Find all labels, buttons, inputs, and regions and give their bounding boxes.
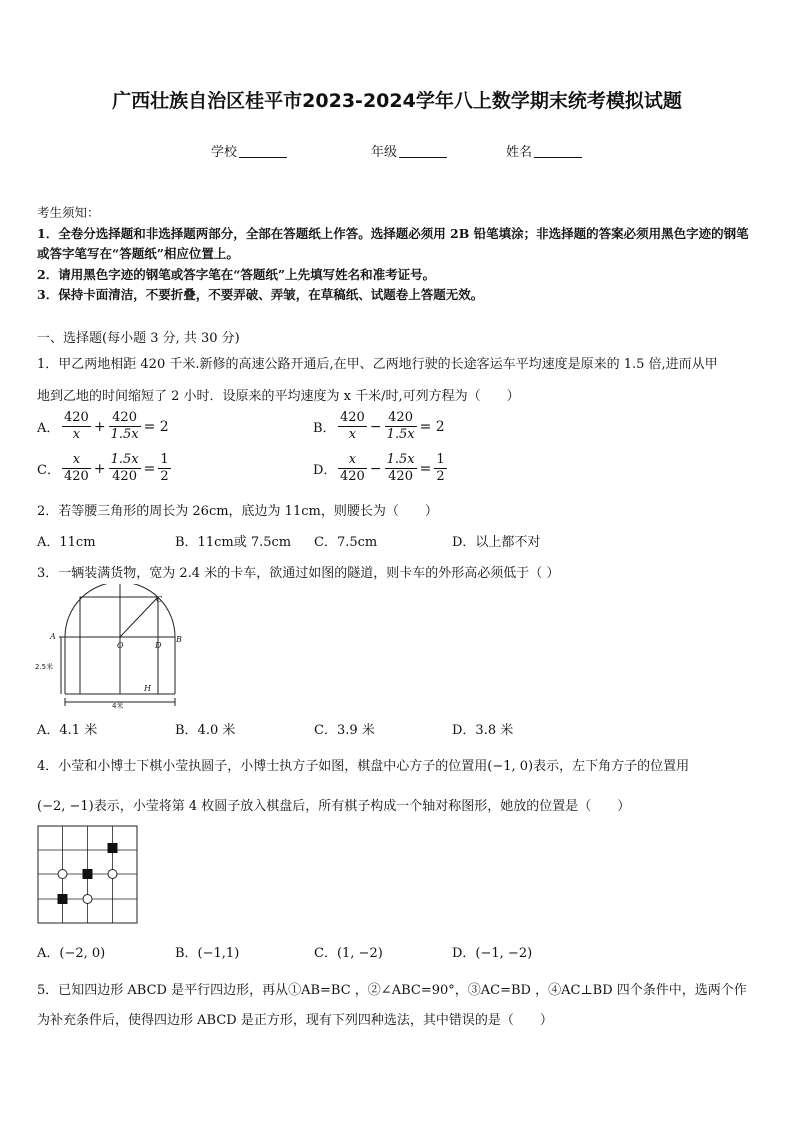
note-item: 1．全卷分选择题和非选择题两部分，全部在答题纸上作答。选择题必须用 2B 铅笔填涂；非选择题的答案必须用黑色字迹的钢笔或答字笔写在“答题纸”相应位置上。 <box>37 225 749 261</box>
chessboard-figure <box>37 825 139 925</box>
label-height: 2.5米 <box>35 663 54 671</box>
q3-text: 3．一辆装满货物，宽为 2.4 米的卡车，欲通过如图的隧道，则卡车的外形高必须低于（ ） <box>37 566 560 581</box>
label-h: H <box>144 684 151 693</box>
q4-option-c[interactable]: C．(1, −2) <box>314 946 383 961</box>
grade-field: 年级 <box>371 141 447 160</box>
label-a: A <box>50 632 56 641</box>
q3-option-d[interactable]: D．3.8 米 <box>452 723 514 738</box>
q1-option-a[interactable]: A． $\frac{420}{x}$ + $\frac{420}{1.5x}$ = 2 <box>37 410 169 442</box>
section-heading: 一、选择题(每小题 3 分, 共 30 分) <box>37 331 240 346</box>
q1-line2: 地到乙地的时间缩短了 2 小时．设原来的平均速度为 x 千米/时,可列方程为（ ） <box>37 389 520 404</box>
square-piece <box>108 843 118 853</box>
square-piece <box>58 894 68 904</box>
q4-line2: (−2, −1)表示，小莹将第 4 枚圆子放入棋盘后，所有棋子构成一个轴对称图形，她放的位置是（ ） <box>37 799 631 814</box>
q2-option-b[interactable]: B．11cm或 7.5cm <box>175 535 292 550</box>
exam-notes <box>37 203 759 306</box>
q3-option-a[interactable]: A．4.1 米 <box>37 723 98 738</box>
note-item: 2．请用黑色字迹的钢笔或答字笔在“答题纸”上先填写姓名和准考证号。 <box>37 266 436 282</box>
page-title: 广西壮族自治区桂平市2023-2024学年八上数学期末统考模拟试题 <box>112 90 682 112</box>
q4-line1: 4．小莹和小博士下棋小莹执圆子，小博士执方子如图，棋盘中心方子的位置用(−1, 0)表示，左下角方子的位置用 <box>37 759 690 774</box>
label-c: C <box>156 595 163 604</box>
q1-option-c[interactable]: C． $\frac{x}{420}$ + $\frac{1.5x}{420}$ = $\frac{1}{2}$ <box>37 452 169 484</box>
q1-option-b[interactable]: B． $\frac{420}{x}$ − $\frac{420}{1.5x}$ = 2 <box>313 410 445 442</box>
q3-option-c[interactable]: C．3.9 米 <box>314 723 375 738</box>
coord-center: (−1, 0) <box>487 759 534 774</box>
coord-corner: (−2, −1) <box>37 799 94 814</box>
notes-heading: 考生须知： <box>37 205 100 220</box>
q4-option-a[interactable]: A．(−2, 0) <box>37 946 106 961</box>
label-b: B <box>176 635 182 644</box>
label-d: D <box>155 641 162 650</box>
tunnel-figure <box>34 584 184 712</box>
q2-text: 2．若等腰三角形的周长为 26cm，底边为 11cm，则腰长为（ ） <box>37 504 438 519</box>
q5-line1: 5．已知四边形 ABCD 是平行四边形，再从①AB=BC ，②∠ABC=90°，③AC=BD ，④AC⊥BD 四个条件中，选两个作 <box>37 983 747 998</box>
q1-line1: 1．甲乙两地相距 420 千米.新修的高速公路开通后,在甲、乙两地行驶的长途客运车平均速度是原来的 1.5 倍,进而从甲 <box>37 357 718 372</box>
q5-line2: 为补充条件后，使得四边形 ABCD 是正方形，现有下列四种选法，其中错误的是（ ） <box>37 1013 553 1028</box>
square-piece <box>83 869 93 879</box>
name-field: 姓名 <box>506 141 582 160</box>
circle-piece <box>108 870 117 879</box>
label-width: 4米 <box>112 702 124 710</box>
q1-option-d[interactable]: D． $\frac{x}{420}$ − $\frac{1.5x}{420}$ = $\frac{1}{2}$ <box>313 452 445 484</box>
q4-option-b[interactable]: B．(−1,1) <box>175 946 240 961</box>
circle-piece <box>58 870 67 879</box>
school-field: 学校 <box>211 141 287 160</box>
q2-option-a[interactable]: A．11cm <box>37 535 96 550</box>
q3-option-b[interactable]: B．4.0 米 <box>175 723 236 738</box>
circle-piece <box>83 895 92 904</box>
label-o: O <box>117 641 124 650</box>
q4-option-d[interactable]: D．(−1, −2) <box>452 946 533 961</box>
q2-option-c[interactable]: C．7.5cm <box>314 535 378 550</box>
note-item: 3．保持卡面清洁，不要折叠，不要弄破、弄皱，在草稿纸、试题卷上答题无效。 <box>37 287 484 302</box>
q2-option-d[interactable]: D．以上都不对 <box>452 535 541 550</box>
